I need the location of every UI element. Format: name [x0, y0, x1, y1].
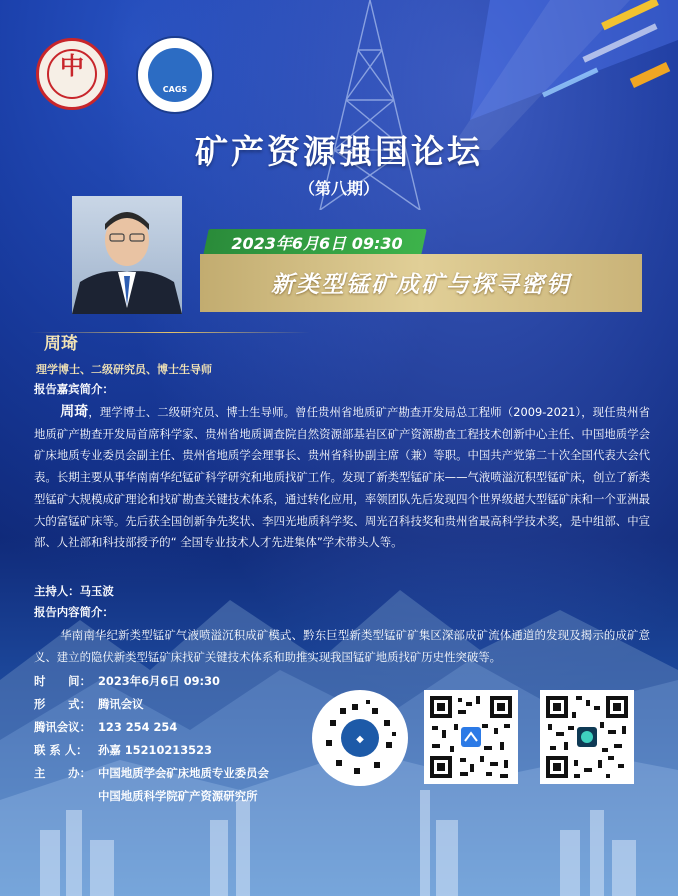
meeting-id: 123 254 254 [98, 720, 178, 734]
institute-logo: CAGS [136, 36, 214, 114]
report-topic: 新类型锰矿成矿与探寻密钥 [271, 272, 571, 298]
speaker-portrait [72, 196, 182, 314]
host-name: 马玉波 [79, 584, 114, 598]
event-date-time: 2023年6月6日 09:30 [231, 234, 403, 253]
wechat-qr-code[interactable] [540, 690, 634, 784]
host-label: 主持人： [34, 584, 80, 598]
forum-title: 矿产资源强国论坛 [195, 132, 483, 171]
form-value: 腾讯会议 [98, 697, 144, 711]
douyin-qr-code[interactable] [312, 690, 408, 786]
organizer-2: 中国地质科学院矿产资源研究所 [98, 789, 258, 803]
contact-value: 孙嘉 15210213523 [98, 743, 212, 757]
info-organizer-2 [98, 788, 257, 804]
issue-number: （第八期） [298, 179, 379, 198]
info-organizer [34, 765, 269, 781]
organizer-1: 中国地质学会矿床地质专业委员会 [98, 766, 269, 780]
svg-text:◆: ◆ [356, 734, 364, 745]
intro-heading: 报告嘉宾简介： [34, 382, 114, 396]
time-label: 时 间： [34, 674, 91, 688]
speaker-name: 周琦 [44, 334, 78, 354]
meeting-label: 腾讯会议： [34, 720, 91, 734]
intro-paragraph [34, 402, 650, 554]
contact-label: 联 系 人： [34, 743, 88, 757]
time-value: 2023年6月6日 09:30 [98, 674, 220, 688]
organizer-label: 主 办： [34, 766, 91, 780]
info-meeting [34, 719, 177, 735]
content-heading: 报告内容简介： [34, 605, 114, 619]
intro-speaker-name: 周琦 [60, 404, 89, 420]
intro-text: ，理学博士、二级研究员、博士生导师。曾任贵州省地质矿产勘查开发局总工程师（2009-2021），现任贵州省地质矿产勘查开发局首席科学家、贵州省地质调查院自然资源部基岩区矿产资源勘查工程技术创新中心主任、中国地质学会矿床地质专业委员会副主任、贵州省地质学会理事长、贵州省科协副主席（兼）等职。中国共产党第二十次全国代表大会代表。长期主要从事华南南华纪锰矿科学研究和地质找矿工作。发现了新类型锰矿床——气液喷溢沉积型锰矿床，创立了新类型锰矿大规模成矿理论和找矿勘查关键技术体系，通过转化应用，率领团队先后发现四个世界级超大型锰矿床和一个亚洲最大的富锰矿床等。先后获全国创新争先奖状、李四光地质科学奖、周光召科技奖和贵州省最高科学技术奖，是中组部、中宣部、人社部和科技部授予的“ 全国专业技术人才先进集体”学术带头人等。 [34, 405, 651, 550]
host-line [34, 583, 114, 599]
speaker-titles: 理学博士、二级研究员、博士生导师 [36, 363, 212, 376]
content-paragraph: 华南南华纪新类型锰矿气液喷溢沉积成矿模式、黔东巨型新类型锰矿矿集区深部成矿流体通道的发现及揭示的成矿意义、建立的隐伏新类型锰矿床找矿关键技术体系和助推实现我国锰矿地质找矿历史性突破等。 [34, 628, 650, 664]
form-label: 形 式： [34, 697, 91, 711]
info-form [34, 696, 144, 712]
tencent-meeting-qr-code[interactable] [424, 690, 518, 784]
info-contact [34, 742, 212, 758]
society-seal-logo: 中 [36, 38, 108, 110]
info-time [34, 673, 220, 689]
